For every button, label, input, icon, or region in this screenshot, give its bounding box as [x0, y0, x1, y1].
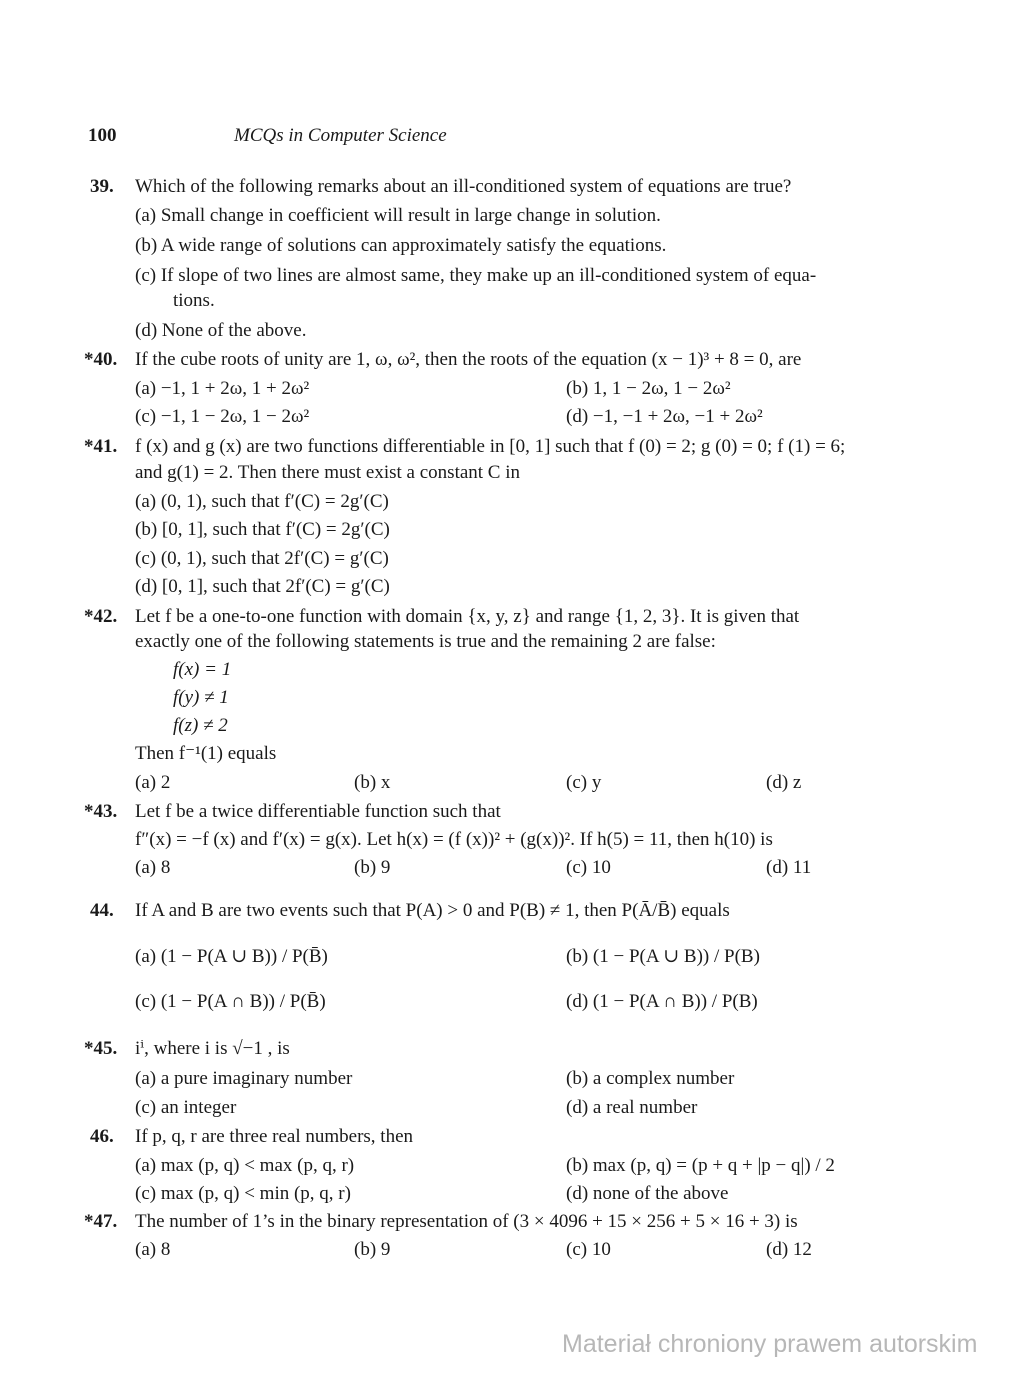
option-d: (d) (1 − P(A ∩ B)) / P(B) [566, 991, 758, 1012]
question-text: iⁱ, where i is √−1 , is [135, 1038, 290, 1059]
option-d: (d) none of the above [566, 1183, 729, 1204]
statement: f(z) ≠ 2 [173, 715, 228, 736]
option-a: (a) −1, 1 + 2ω, 1 + 2ω² [135, 378, 310, 399]
question-text: f (x) and g (x) are two functions differentiable in [0, 1] such that f (0) = 2; g (0) = 0; f (1) = 6; [135, 436, 846, 457]
question-number: *40. [84, 349, 118, 370]
question-number: 39. [90, 176, 114, 197]
option-b: (b) x [354, 772, 391, 793]
option-a: (a) a pure imaginary number [135, 1068, 353, 1089]
option-b: (b) A wide range of solutions can approximately satisfy the equations. [135, 235, 667, 256]
option-c: (c) an integer [135, 1097, 237, 1118]
option-d: (d) None of the above. [135, 320, 307, 341]
option-c: (c) 10 [566, 857, 611, 878]
statement: f(y) ≠ 1 [173, 687, 229, 708]
question-text: Let f be a twice differentiable function such that [135, 801, 501, 822]
option-c: (c) (0, 1), such that 2f′(C) = g′(C) [135, 548, 389, 569]
question-text: The number of 1’s in the binary representation of (3 × 4096 + 15 × 256 + 5 × 16 + 3) is [135, 1211, 798, 1232]
option-b: (b) 1, 1 − 2ω, 1 − 2ω² [566, 378, 731, 399]
question-text: Which of the following remarks about an ill-conditioned system of equations are true? [135, 176, 792, 197]
option-c: (c) If slope of two lines are almost same, they make up an ill-conditioned system of equa- [135, 265, 817, 286]
question-number: 46. [90, 1126, 114, 1147]
option-b: (b) a complex number [566, 1068, 735, 1089]
option-a: (a) (0, 1), such that f′(C) = 2g′(C) [135, 491, 389, 512]
question-text: If p, q, r are three real numbers, then [135, 1126, 414, 1147]
option-a: (a) Small change in coefficient will result in large change in solution. [135, 205, 661, 226]
option-d: (d) −1, −1 + 2ω, −1 + 2ω² [566, 406, 763, 427]
option-b: (b) 9 [354, 1239, 391, 1260]
option-c: (c) −1, 1 − 2ω, 1 − 2ω² [135, 406, 310, 427]
option-a: (a) 8 [135, 857, 171, 878]
option-c: (c) 10 [566, 1239, 611, 1260]
question-number: *45. [84, 1038, 118, 1059]
copyright-watermark: Materiał chroniony prawem autorskim [562, 1330, 978, 1358]
question-text: If A and B are two events such that P(A) > 0 and P(B) ≠ 1, then P(Ā/B̄) equals [135, 900, 730, 921]
question-text-cont: f″(x) = −f (x) and f′(x) = g(x). Let h(x) = (f (x))² + (g(x))². If h(5) = 11, then h(10) is [135, 829, 773, 850]
question-text: If the cube roots of unity are 1, ω, ω², then the roots of the equation (x − 1)³ + 8 = 0, are [135, 349, 802, 370]
option-d: (d) 12 [766, 1239, 812, 1260]
option-c: (c) (1 − P(A ∩ B)) / P(B̄) [135, 991, 326, 1012]
option-c: (c) max (p, q) < min (p, q, r) [135, 1183, 351, 1204]
option-d: (d) z [766, 772, 802, 793]
statement: f(x) = 1 [173, 659, 232, 680]
page-number: 100 [88, 125, 117, 146]
option-a: (a) max (p, q) < max (p, q, r) [135, 1155, 355, 1176]
option-b: (b) max (p, q) = (p + q + |p − q|) / 2 [566, 1155, 835, 1176]
option-c: (c) y [566, 772, 602, 793]
option-b: (b) 9 [354, 857, 391, 878]
option-d: (d) a real number [566, 1097, 698, 1118]
option-d: (d) 11 [766, 857, 812, 878]
question-text: Let f be a one-to-one function with domain {x, y, z} and range {1, 2, 3}. It is given that [135, 606, 800, 627]
book-title: MCQs in Computer Science [234, 125, 447, 146]
page-header [88, 125, 988, 145]
option-b: (b) (1 − P(A ∪ B)) / P(B) [566, 946, 760, 967]
question-number: *42. [84, 606, 118, 627]
option-b: (b) [0, 1], such that f′(C) = 2g′(C) [135, 519, 390, 540]
option-d: (d) [0, 1], such that 2f′(C) = g′(C) [135, 576, 390, 597]
question-number: 44. [90, 900, 114, 921]
question-then: Then f⁻¹(1) equals [135, 743, 277, 764]
option-a: (a) (1 − P(A ∪ B)) / P(B̄) [135, 946, 328, 967]
question-number: *47. [84, 1211, 118, 1232]
option-a: (a) 8 [135, 1239, 171, 1260]
option-a: (a) 2 [135, 772, 171, 793]
question-text-cont: exactly one of the following statements is true and the remaining 2 are false: [135, 631, 716, 652]
question-number: *43. [84, 801, 118, 822]
option-c-cont: tions. [173, 290, 215, 311]
question-text-cont: and g(1) = 2. Then there must exist a constant C in [135, 462, 521, 483]
question-number: *41. [84, 436, 118, 457]
